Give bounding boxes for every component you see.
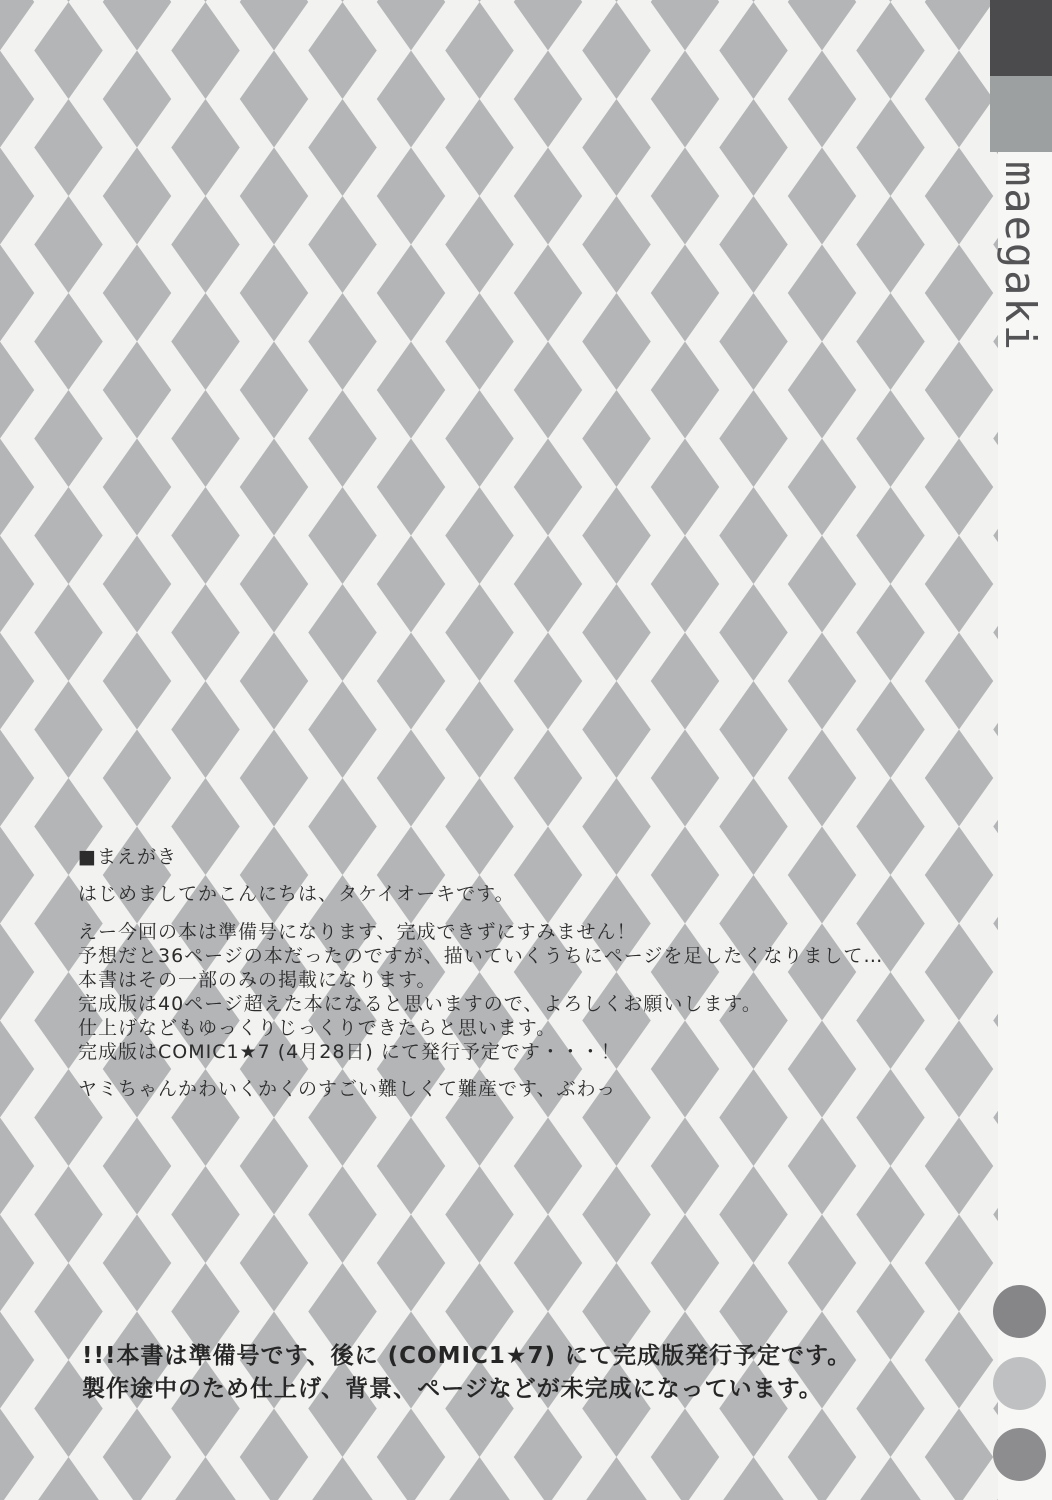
- sidebar-dot-top: [993, 1285, 1046, 1338]
- preface-heading: ■まえがき: [78, 846, 177, 868]
- footer-notice-line: 製作途中のため仕上げ、背景、ページなどが未完成になっています。: [82, 1376, 823, 1402]
- preface-line: はじめましてかこんにちは、タケイオーキです。: [78, 883, 515, 905]
- preface-line: ヤミちゃんかわいくかくのすごい難しくて難産です、ぶわっ: [78, 1078, 617, 1100]
- sidebar-dot-middle: [993, 1357, 1046, 1410]
- preface-line: 完成版はCOMIC1★7 (4月28日) にて発行予定です・・・！: [78, 1041, 621, 1063]
- sidebar-gray-square: [990, 76, 1052, 152]
- preface-line: 本書はその一部のみの掲載になります。: [78, 969, 437, 991]
- sidebar-vertical-label: maegaki: [996, 161, 1045, 353]
- preface-block: [78, 845, 883, 1101]
- preface-line: 完成版は40ページ超えた本になると思いますので、よろしくお願いします。: [78, 993, 762, 1015]
- footer-notice: [82, 1340, 851, 1406]
- preface-line: えー今回の本は準備号になります、完成できずにすみません！: [78, 921, 637, 943]
- preface-line: 予想だと36ページの本だったのですが、描いていくうちにページを足したくなりまして…: [78, 945, 884, 967]
- sidebar-dot-bottom: [993, 1428, 1046, 1481]
- preface-line: 仕上げなどもゆっくりじっくりできたらと思います。: [78, 1017, 557, 1039]
- sidebar-dark-square: [990, 0, 1052, 76]
- footer-notice-line: !!!本書は準備号です、後に (COMIC1★7) にて完成版発行予定です。: [82, 1343, 852, 1369]
